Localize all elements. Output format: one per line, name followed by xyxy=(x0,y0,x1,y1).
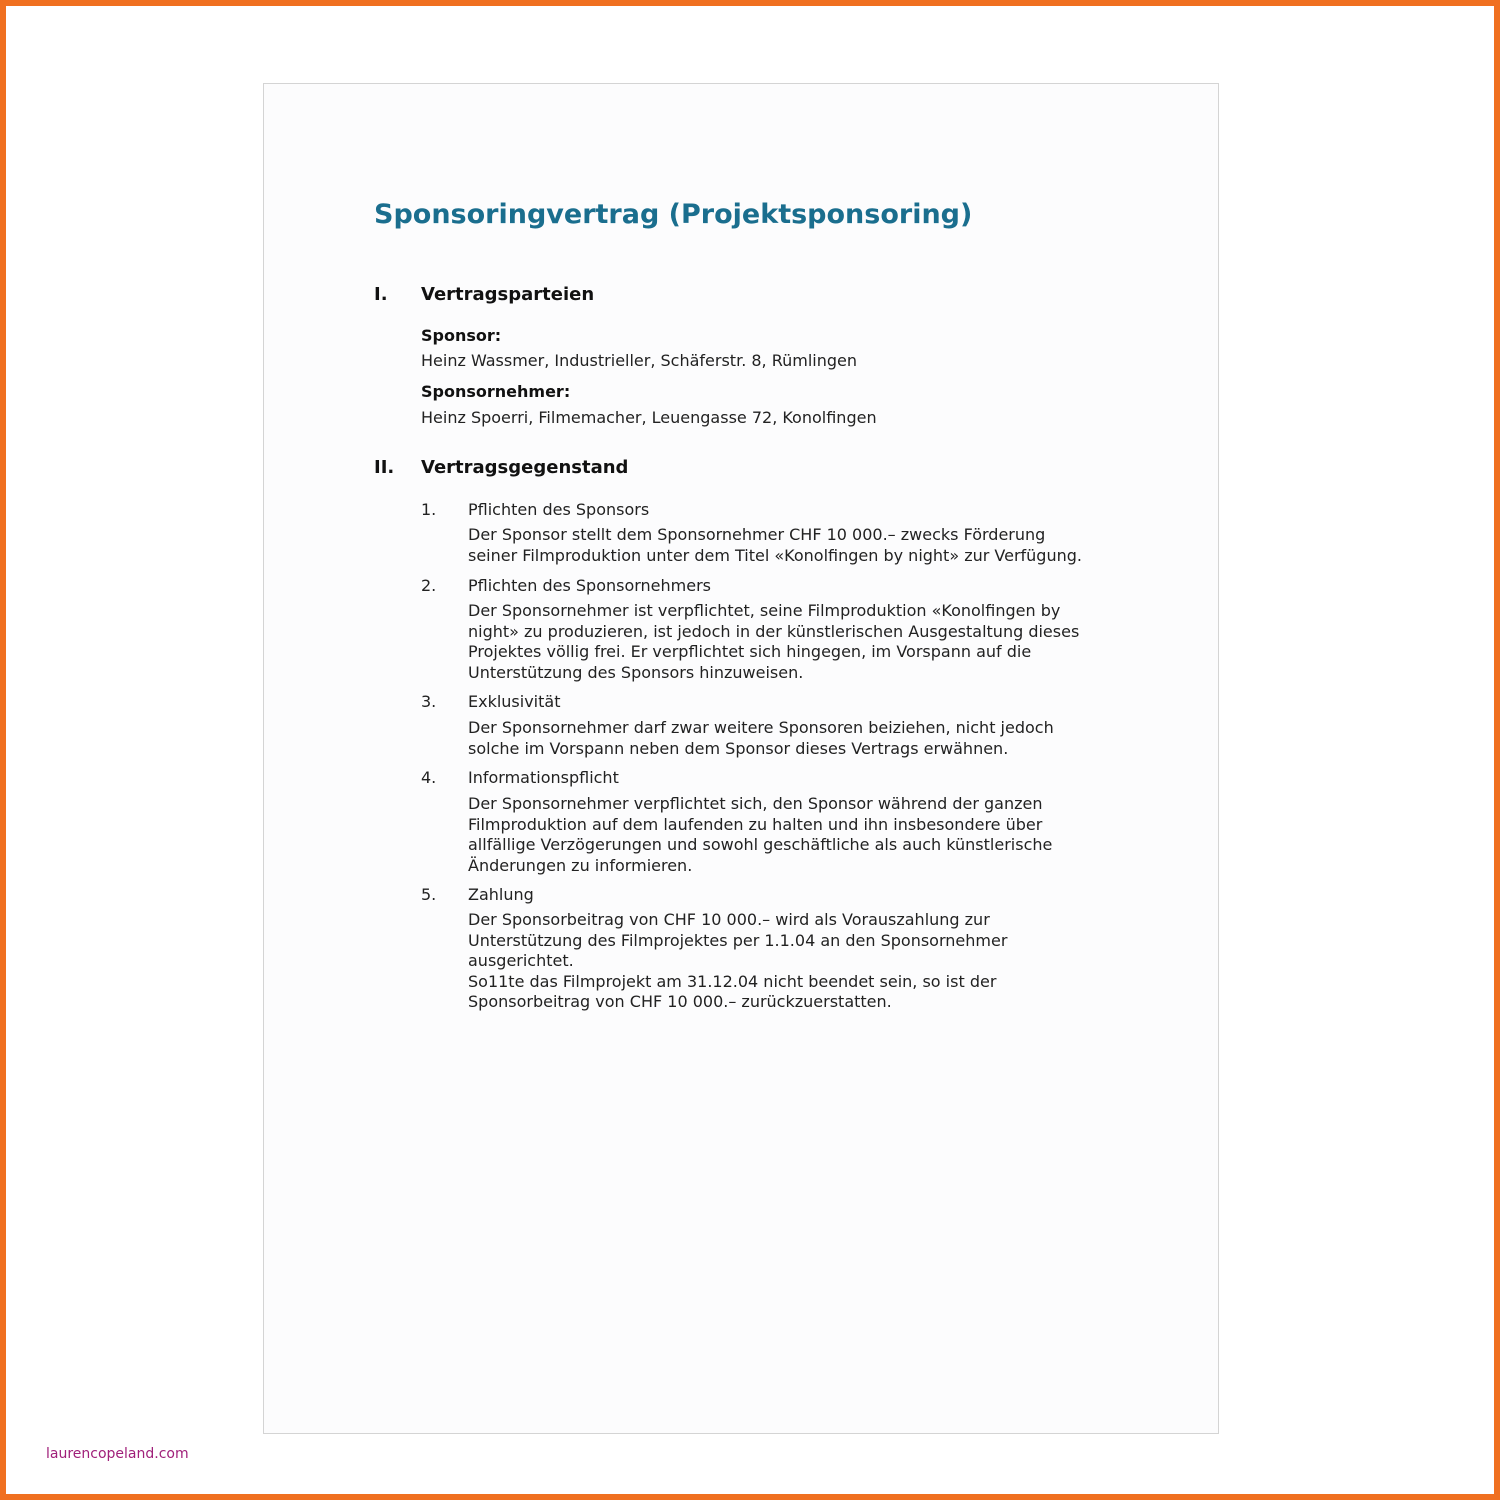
sponsor-details: Heinz Wassmer, Industrieller, Schäferstr. 8, Rümlingen xyxy=(421,351,858,370)
sponsornehmer-label: Sponsornehmer: xyxy=(421,382,571,401)
list-item-title: Zahlung xyxy=(468,885,534,904)
body-line: Der Sponsornehmer ist verpflichtet, seine Filmproduktion «Konolfingen by xyxy=(468,601,1061,620)
section-heading-vertragsparteien xyxy=(374,284,594,305)
list-item-number: 3. xyxy=(421,692,437,711)
body-line: Filmproduktion auf dem laufenden zu halten und ihn insbesondere über xyxy=(468,814,1043,834)
body-line: So11te das Filmprojekt am 31.12.04 nicht beendet sein, so ist der xyxy=(468,971,997,991)
body-line: solche im Vorspann neben dem Sponsor dieses Vertrags erwähnen. xyxy=(468,738,1009,758)
body-line: Unterstützung des Filmprojektes per 1.1.04 an den Sponsornehmer xyxy=(468,930,1008,950)
list-item-number: 4. xyxy=(421,768,437,787)
list-item-body xyxy=(468,910,1007,1013)
sponsor-label: Sponsor: xyxy=(421,326,502,345)
body-line: Projektes völlig frei. Er verpflichtet sich hingegen, im Vorspann auf die xyxy=(468,642,1032,661)
list-item-body xyxy=(468,794,1052,876)
body-line: ausgerichtet. xyxy=(468,951,574,970)
section-title: Vertragsparteien xyxy=(421,284,595,305)
watermark-text: laurencopeland.com xyxy=(46,1446,189,1462)
list-item-number: 5. xyxy=(421,885,437,904)
document-title: Sponsoringvertrag (Projektsponsoring) xyxy=(374,199,973,230)
body-line: Der Sponsorbeitrag von CHF 10 000.– wird als Vorauszahlung zur xyxy=(468,910,990,929)
section-number: I. xyxy=(374,284,388,305)
list-item-number: 2. xyxy=(421,576,437,595)
list-item-title: Exklusivität xyxy=(468,692,561,711)
list-item-title: Pflichten des Sponsornehmers xyxy=(468,576,712,595)
section-title: Vertragsgegenstand xyxy=(421,457,629,478)
document-page xyxy=(263,83,1219,1434)
body-line: allfällige Verzögerungen und sowohl geschäftliche als auch künstlerische xyxy=(468,835,1053,854)
section-heading-vertragsgegenstand xyxy=(374,457,628,478)
body-line: Der Sponsornehmer verpflichtet sich, den Sponsor während der ganzen xyxy=(468,794,1043,813)
body-line: Der Sponsor stellt dem Sponsornehmer CHF 10 000.– zwecks Förderung xyxy=(468,525,1046,544)
list-item-title: Pflichten des Sponsors xyxy=(468,500,650,519)
list-item-body xyxy=(468,718,1054,759)
list-item-title: Informationspflicht xyxy=(468,768,619,787)
list-item-body xyxy=(468,525,1082,566)
body-line: seiner Filmproduktion unter dem Titel «Konolfingen by night» zur Verfügung. xyxy=(468,545,1082,565)
body-line: Änderungen zu informieren. xyxy=(468,855,693,875)
list-item-body xyxy=(468,601,1079,683)
section-number: II. xyxy=(374,457,395,478)
body-line: night» zu produzieren, ist jedoch in der künstlerischen Ausgestaltung dieses xyxy=(468,621,1080,641)
body-line: Der Sponsornehmer darf zwar weitere Sponsoren beiziehen, nicht jedoch xyxy=(468,718,1054,737)
list-item-number: 1. xyxy=(421,500,437,519)
body-line: Sponsorbeitrag von CHF 10 000.– zurückzuerstatten. xyxy=(468,992,892,1011)
sponsornehmer-details: Heinz Spoerri, Filmemacher, Leuengasse 72, Konolfingen xyxy=(421,408,877,427)
body-line: Unterstützung des Sponsors hinzuweisen. xyxy=(468,662,804,682)
